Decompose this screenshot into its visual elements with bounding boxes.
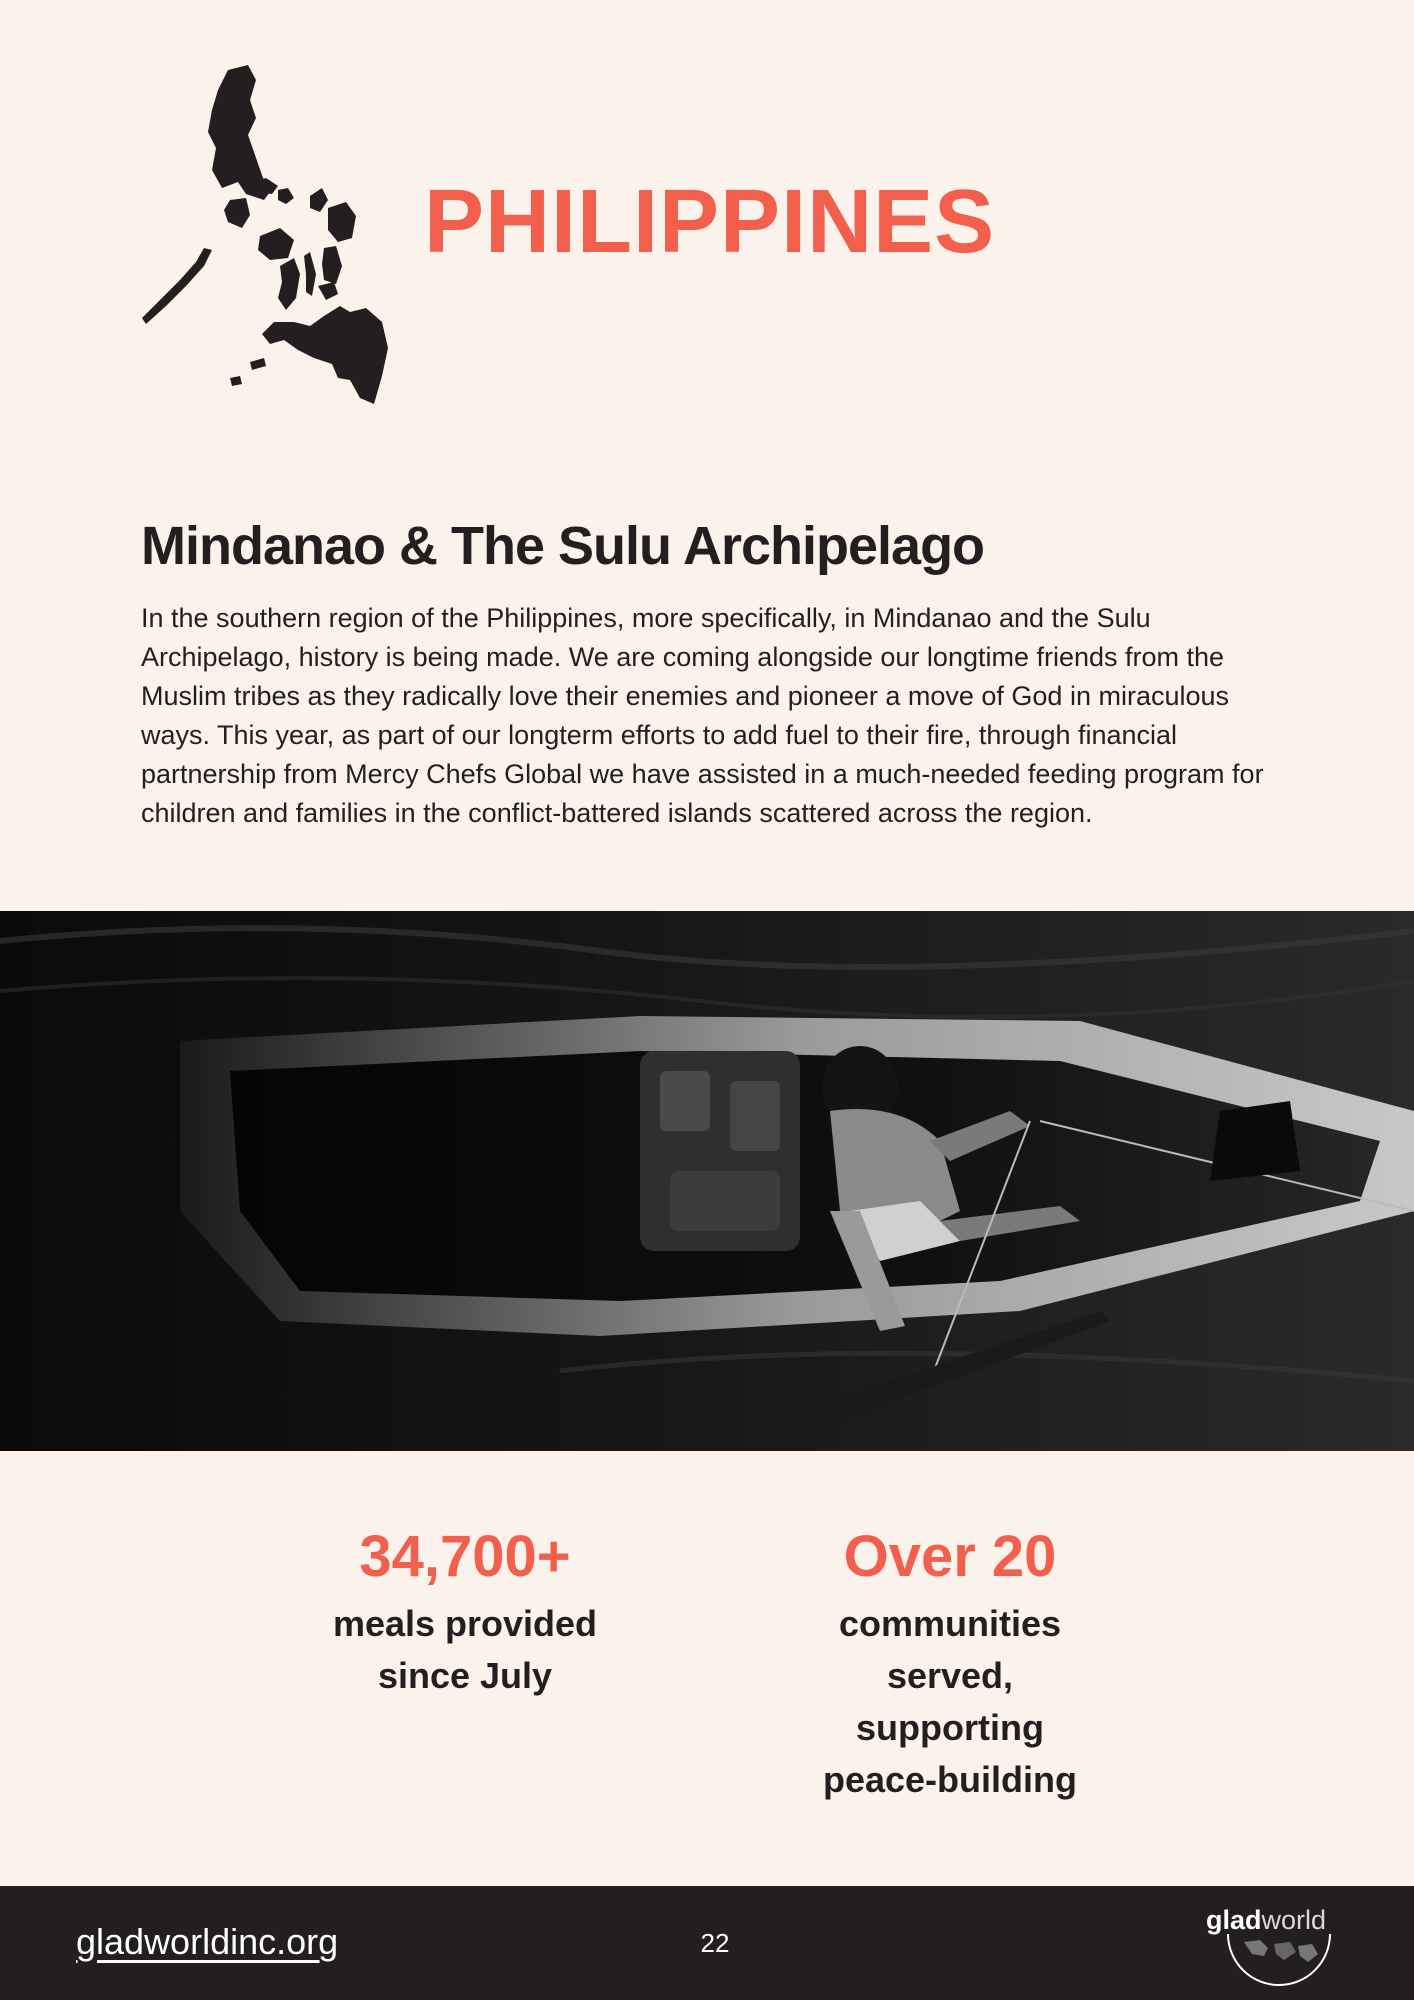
boat-photo [0, 911, 1414, 1451]
country-title: PHILIPPINES [424, 172, 996, 272]
stat-meals [300, 1522, 630, 1702]
stat-label-line: since July [377, 1655, 553, 1696]
stat-label-line: served, [886, 1655, 1014, 1696]
gladworld-logo [1206, 1904, 1346, 1986]
globe-icon [1224, 1934, 1334, 1986]
philippines-map-icon [138, 60, 388, 405]
stat-label-line: meals provided [332, 1603, 598, 1644]
footer [0, 1886, 1414, 2000]
stat-value: 34,700+ [359, 1524, 571, 1589]
page-number: 22 [700, 1928, 730, 1958]
stat-label [300, 1598, 630, 1702]
website-link[interactable]: gladworldinc.org [76, 1921, 339, 1962]
section-heading: Mindanao & The Sulu Archipelago [141, 516, 985, 576]
stat-value: Over 20 [843, 1524, 1057, 1589]
stat-communities [780, 1522, 1120, 1806]
stat-label-line: peace-building [822, 1759, 1078, 1800]
stat-label-line: communities [838, 1603, 1062, 1644]
stat-label [780, 1598, 1120, 1806]
section-body: In the southern region of the Philippines, more specifically, in Mindanao and the Sulu Archipelago, history is being made. We are coming alongside our longtime friends from the Muslim tribes as they radically love their enemies and pioneer a move of God in miraculous ways. This year, as part of our longterm efforts to add fuel to their fire, through financial partnership from Mercy Chefs Global we have assisted in a much-needed feeding program for children and families in the conflict-battered islands scattered across the region. [141, 603, 1264, 828]
stat-label-line: supporting [856, 1707, 1044, 1748]
logo-wordmark: gladworld [1206, 1905, 1327, 1935]
